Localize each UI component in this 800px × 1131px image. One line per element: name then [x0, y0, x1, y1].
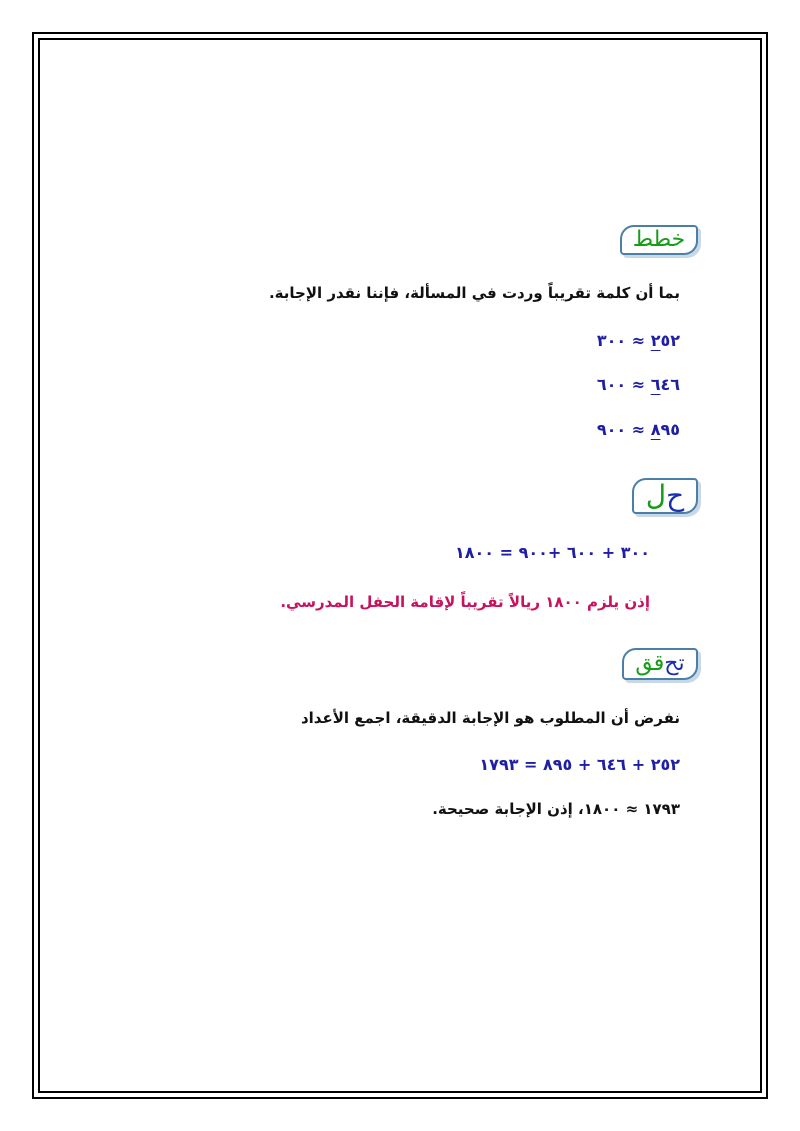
estimate-underlined-digit: ٢	[650, 331, 661, 350]
estimate-rest: ٤٦	[660, 375, 680, 394]
check-equation: ٢٥٢ + ٦٤٦ + ٨٩٥ = ١٧٩٣	[479, 755, 680, 774]
page-border-inner	[38, 38, 762, 1093]
solve-conclusion: إذن يلزم ١٨٠٠ ريالاً تقريباً لإقامة الحفل المدرسي.	[280, 593, 650, 611]
solve-equation: ٣٠٠ + ٦٠٠ +٩٠٠ = ١٨٠٠	[454, 543, 650, 562]
check-label-part2: قق	[635, 651, 665, 676]
solve-label-part2: ل	[645, 479, 667, 512]
estimate-row	[597, 420, 680, 439]
estimate-rest: ٩٥	[660, 420, 680, 439]
check-result: ١٧٩٣ ≈ ١٨٠٠، إذن الإجابة صحيحة.	[432, 800, 680, 818]
estimate-rest: ٥٢	[660, 331, 680, 350]
solve-label	[632, 478, 698, 514]
check-label	[622, 648, 698, 680]
estimate-approx: ≈ ٦٠٠	[596, 375, 646, 394]
check-intro: نفرض أن المطلوب هو الإجابة الدقيقة، اجمع الأعداد	[300, 709, 680, 727]
estimate-row	[597, 331, 680, 350]
check-label-part1: تح	[664, 651, 685, 676]
estimate-underlined-digit: ٦	[650, 375, 661, 394]
plan-label	[620, 225, 698, 255]
plan-intro: بما أن كلمة تقريباً وردت في المسألة، فإننا نقدر الإجابة.	[268, 284, 680, 302]
estimate-approx: ≈ ٩٠٠	[596, 420, 646, 439]
estimate-underlined-digit: ٨	[650, 420, 661, 439]
solve-label-part1: ح	[666, 479, 685, 512]
estimate-approx: ≈ ٣٠٠	[596, 331, 646, 350]
estimate-row	[597, 375, 680, 394]
plan-label-text: خطط	[632, 227, 686, 252]
